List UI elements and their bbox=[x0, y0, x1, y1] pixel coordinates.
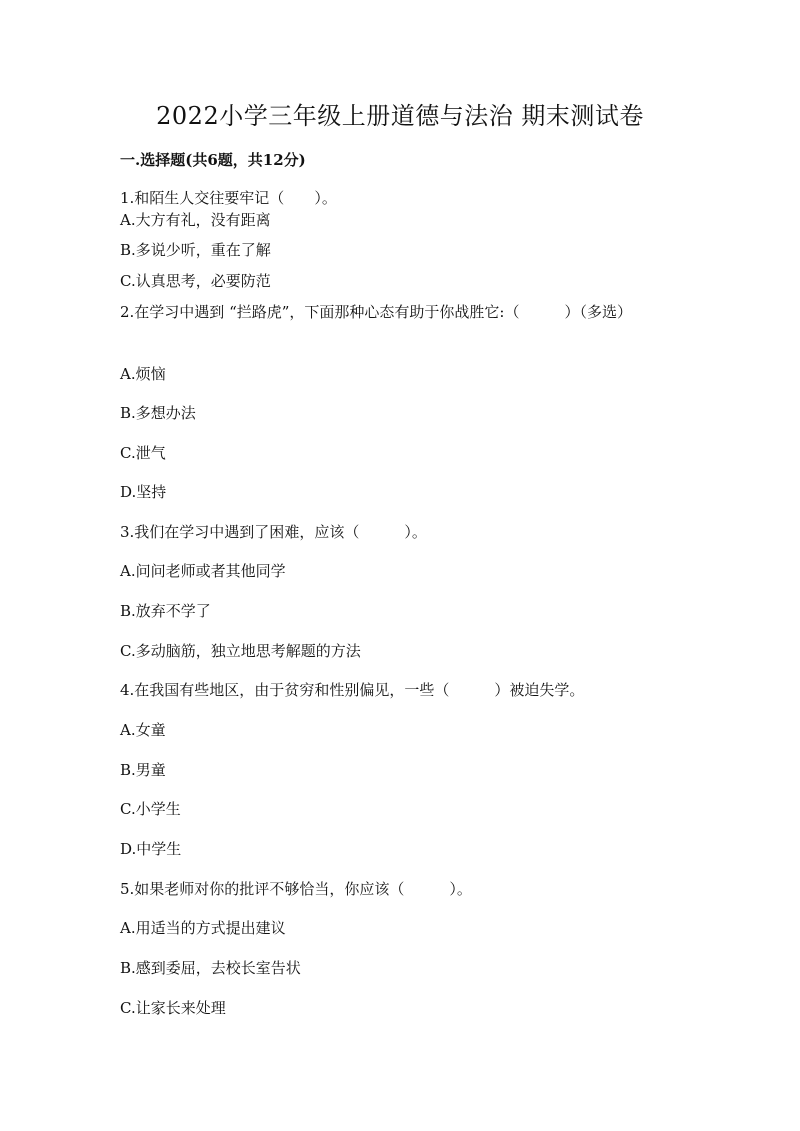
question-2-option-b: B.多想办法 bbox=[120, 404, 196, 422]
question-4-stem: 4.在我国有些地区，由于贫穷和性别偏见，一些（ ）被迫失学。 bbox=[120, 681, 585, 699]
question-3-option-a: A.问问老师或者其他同学 bbox=[120, 562, 286, 580]
question-5-stem: 5.如果老师对你的批评不够恰当，你应该（ ）。 bbox=[120, 880, 472, 898]
question-1-stem: 1.和陌生人交往要牢记（ ）。 bbox=[120, 189, 337, 207]
question-2-option-d: D.坚持 bbox=[120, 483, 167, 501]
question-5-option-c: C.让家长来处理 bbox=[120, 999, 226, 1017]
page-title: 2022小学三年级上册道德与法治 期末测试卷 bbox=[156, 102, 644, 130]
question-1-option-c: C.认真思考，必要防范 bbox=[120, 272, 271, 290]
question-3-option-c: C.多动脑筋，独立地思考解题的方法 bbox=[120, 642, 361, 660]
question-4-option-b: B.男童 bbox=[120, 761, 166, 779]
question-4-option-d: D.中学生 bbox=[120, 840, 182, 858]
question-3-option-b: B.放弃不学了 bbox=[120, 602, 211, 620]
question-1-option-b: B.多说少听，重在了解 bbox=[120, 241, 271, 259]
question-4-option-a: A.女童 bbox=[120, 721, 166, 739]
question-1-option-a: A.大方有礼，没有距离 bbox=[120, 211, 271, 229]
section-heading: 一.选择题(共6题，共12分) bbox=[120, 151, 306, 169]
question-2-option-c: C.泄气 bbox=[120, 444, 166, 462]
question-3-stem: 3.我们在学习中遇到了困难，应该（ ）。 bbox=[120, 523, 427, 541]
question-2-option-a: A.烦恼 bbox=[120, 365, 166, 383]
question-5-option-b: B.感到委屈，去校长室告状 bbox=[120, 959, 301, 977]
question-5-option-a: A.用适当的方式提出建议 bbox=[120, 919, 286, 937]
question-4-option-c: C.小学生 bbox=[120, 800, 181, 818]
question-2-stem: 2.在学习中遇到 “拦路虎”，下面那种心态有助于你战胜它:（ ）（多选） bbox=[120, 303, 632, 321]
